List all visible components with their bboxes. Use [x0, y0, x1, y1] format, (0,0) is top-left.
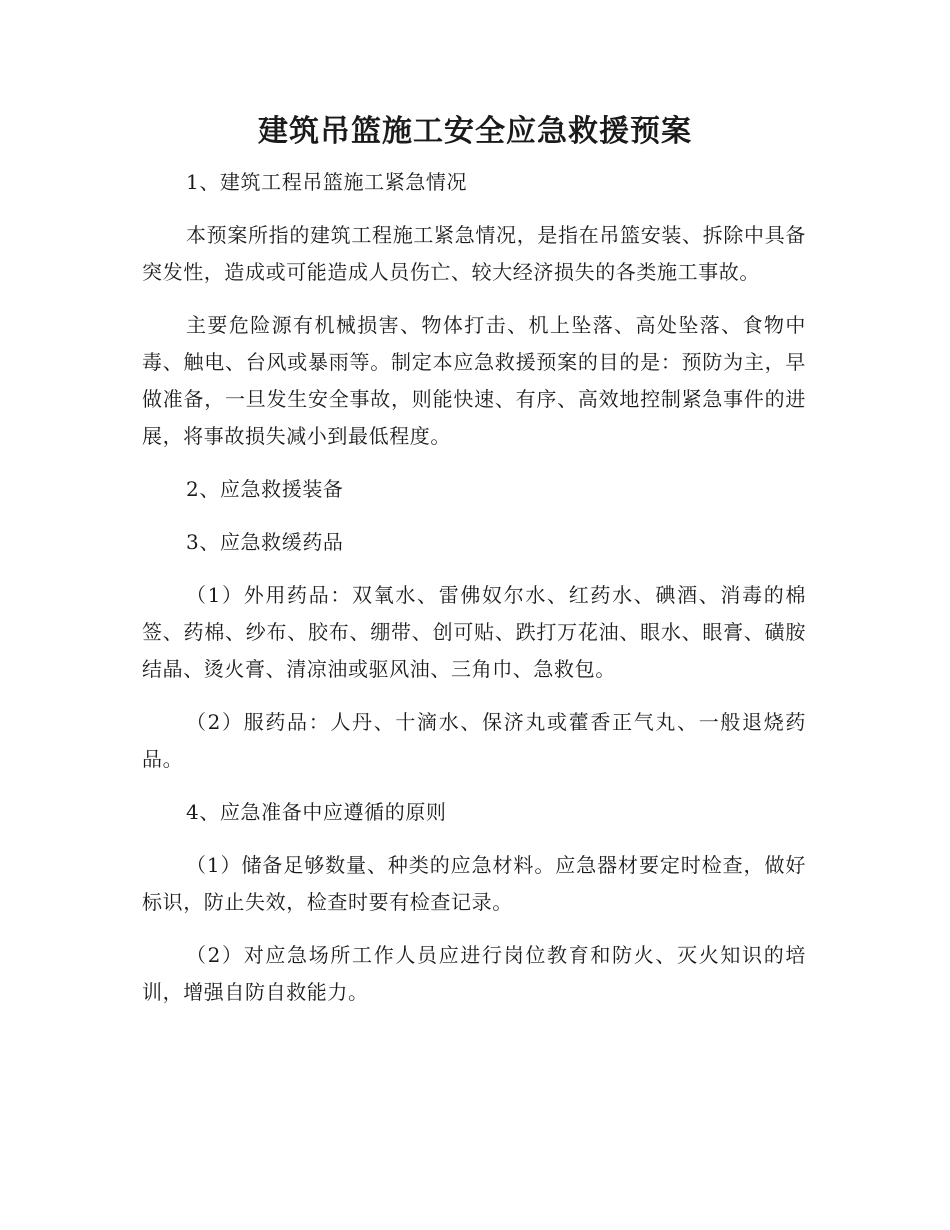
paragraph-oral-medicine: （2）服药品：人丹、十滴水、保济丸或藿香正气丸、一般退烧药品。: [142, 710, 806, 771]
paragraph-principle-2: （2）对应急场所工作人员应进行岗位教育和防火、灭火知识的培训，增强自防自救能力。: [142, 943, 806, 1004]
section-heading-1: 1、建筑工程吊篮施工紧急情况: [186, 170, 468, 194]
section-heading-4: 4、应急准备中应遵循的原则: [186, 800, 447, 824]
paragraph-principle-1: （1）储备足够数量、种类的应急材料。应急器材要定时检查，做好标识，防止失效，检查时要有检查记录。: [142, 853, 806, 914]
paragraph-definition: 本预案所指的建筑工程施工紧急情况，是指在吊篮安装、拆除中具备突发性，造成或可能造成人员伤亡、较大经济损失的各类施工事故。: [142, 223, 806, 284]
paragraph-hazards: 主要危险源有机械损害、物体打击、机上坠落、高处坠落、食物中毒、触电、台风或暴雨等。制定本应急救援预案的目的是：预防为主，早做准备，一旦发生安全事故，则能快速、有序、高效地控制紧急事件的进展，将事故损失减小到最低程度。: [142, 313, 806, 448]
paragraph-external-medicine: （1）外用药品：双氧水、雷佛奴尔水、红药水、碘酒、消毒的棉签、药棉、纱布、胶布、绷带、创可贴、跌打万花油、眼水、眼膏、磺胺结晶、烫火膏、清凉油或驱风油、三角巾、急救包。: [142, 583, 806, 681]
document-title: 建筑吊篮施工安全应急救援预案: [258, 114, 692, 149]
section-heading-2: 2、应急救援装备: [186, 477, 344, 501]
document-body: [142, 164, 806, 1027]
section-heading-3: 3、应急救缓药品: [186, 530, 344, 554]
